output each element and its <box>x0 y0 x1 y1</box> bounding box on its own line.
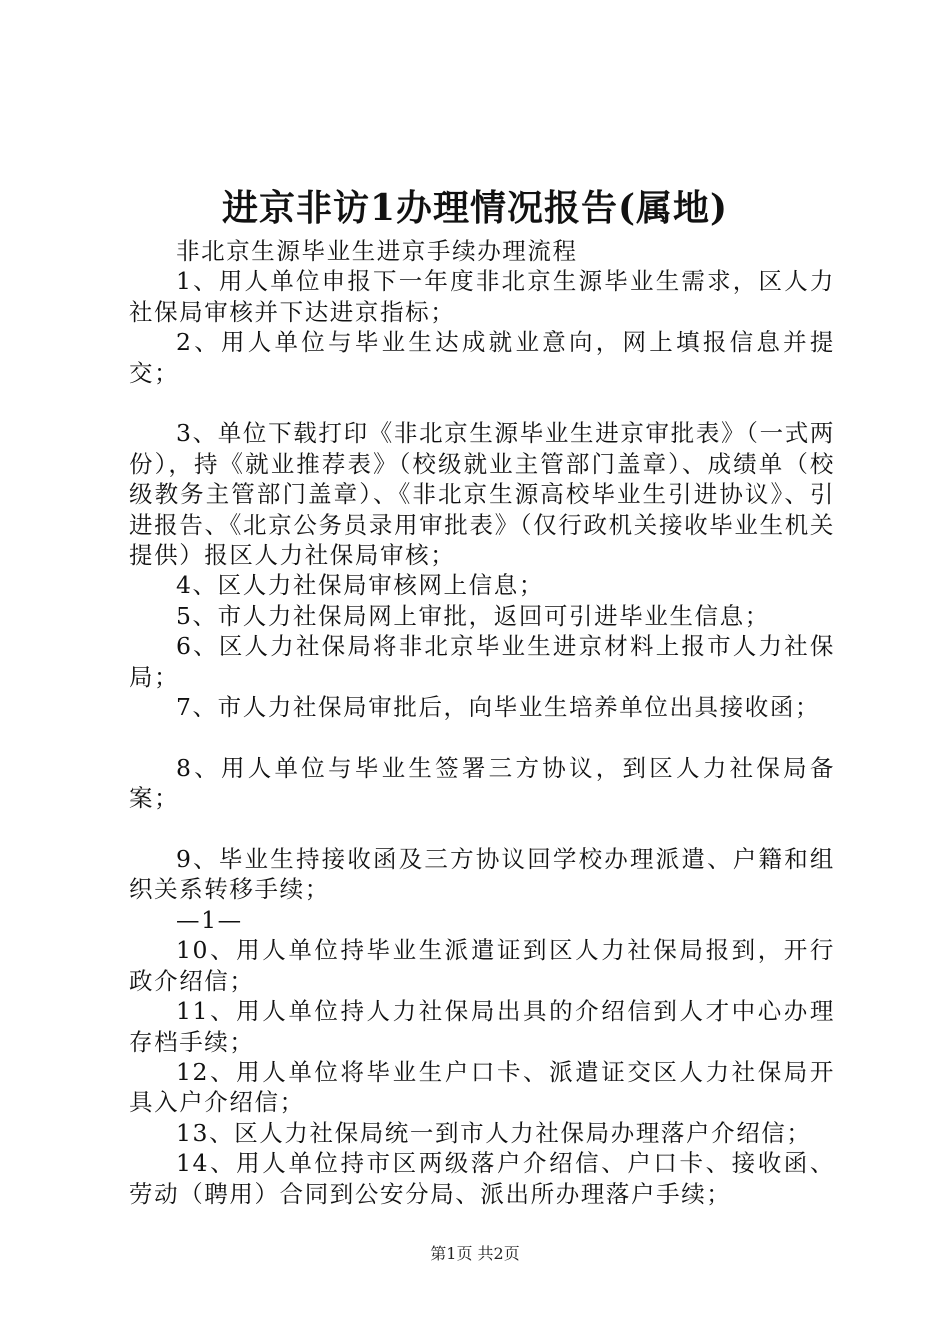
page-footer: 第1页 共2页 <box>430 1244 520 1263</box>
paragraph-step-5: 5、市人力社保局网上审批，返回可引进毕业生信息； <box>176 601 770 630</box>
paragraph-step-1: 1、用人单位申报下一年度非北京生源毕业生需求，区人力社保局审核并下达进京指标； <box>129 267 835 326</box>
paragraph-step-9: 9、毕业生持接收函及三方协议回学校办理派遣、户籍和组织关系转移手续； <box>129 845 835 904</box>
paragraph-step-4: 4、区人力社保局审核网上信息； <box>176 571 544 600</box>
paragraph-step-3: 3、单位下载打印《非北京生源毕业生进京审批表》（一式两份），持《就业推荐表》（校级就业主管部门盖章）、成绩单（校级教务主管部门盖章）、《非北京生源高校毕业生引进协议》、引进报告、《北京公务员录用审批表》（仅行政机关接收毕业生机关提供）报区人力社保局审核； <box>129 419 835 570</box>
inline-page-marker: —1— <box>176 905 243 934</box>
paragraph-step-8: 8、用人单位与毕业生签署三方协议，到区人力社保局备案； <box>129 753 835 813</box>
paragraph-step-11: 11、用人单位持人力社保局出具的介绍信到人才中心办理存档手续； <box>129 997 835 1056</box>
paragraph-step-6: 6、区人力社保局将非北京毕业生进京材料上报市人力社保局； <box>129 632 835 691</box>
paragraph-step-2: 2、用人单位与毕业生达成就业意向，网上填报信息并提交； <box>129 328 835 387</box>
paragraph-step-10: 10、用人单位持毕业生派遣证到区人力社保局报到，开行政介绍信； <box>129 936 835 995</box>
paragraph-step-7: 7、市人力社保局审批后，向毕业生培养单位出具接收函； <box>176 693 821 722</box>
paragraph-step-12: 12、用人单位将毕业生户口卡、派遣证交区人力社保局开具入户介绍信； <box>129 1057 835 1117</box>
paragraph-heading: 非北京生源毕业生进京手续办理流程 <box>176 237 578 265</box>
paragraph-step-13: 13、区人力社保局统一到市人力社保局办理落户介绍信； <box>176 1118 812 1147</box>
document-title: 进京非访1办理情况报告(属地) <box>221 187 729 229</box>
document-body <box>129 236 835 1209</box>
paragraph-step-14: 14、用人单位持市区两级落户介绍信、户口卡、接收函、劳动（聘用）合同到公安分局、派出所办理落户手续； <box>129 1149 835 1208</box>
